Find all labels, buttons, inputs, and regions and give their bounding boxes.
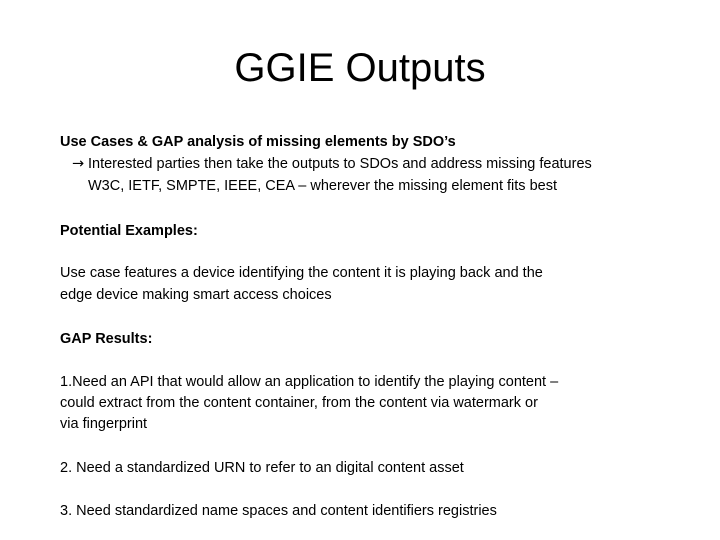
example-line-1: Use case features a device identifying the content it is playing back and the (60, 265, 543, 281)
gap-item-1-line-2: could extract from the content container, from the content via watermark or (60, 395, 538, 411)
intro-heading: Use Cases & GAP analysis of missing elements by SDO’s (60, 134, 456, 150)
gap-item-1-line-3: via fingerprint (60, 416, 148, 432)
sdo-list-line: W3C, IETF, SMPTE, IEEE, CEA – wherever the missing element fits best (88, 178, 557, 194)
gap-item-3: 3. Need standardized name spaces and content identifiers registries (60, 503, 497, 519)
example-line-2: edge device making smart access choices (60, 287, 332, 303)
arrow-bullet-text: Interested parties then take the outputs to SDOs and address missing features (88, 156, 592, 172)
gap-item-2: 2. Need a standardized URN to refer to an digital content asset (60, 460, 464, 476)
arrow-bullet-line (72, 154, 692, 175)
gap-results-heading: GAP Results: (60, 331, 153, 347)
right-arrow-icon: → (72, 156, 85, 172)
slide-title: GGIE Outputs (234, 46, 486, 90)
examples-heading: Potential Examples: (60, 223, 198, 239)
gap-item-1-line-1: 1.Need an API that would allow an application to identify the playing content – (60, 374, 559, 390)
